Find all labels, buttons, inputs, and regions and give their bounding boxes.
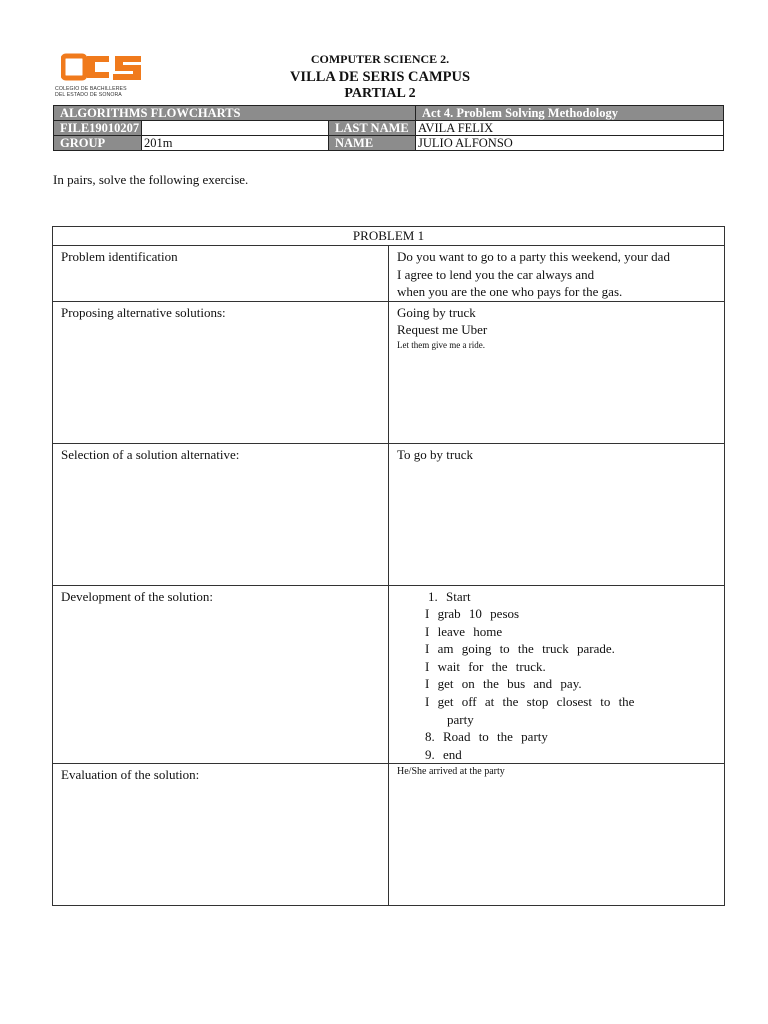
file-label: FILE19010207 — [54, 121, 142, 136]
development-answer — [389, 585, 725, 764]
identification-line: I agree to lend you the car always and — [397, 266, 595, 282]
identification-line: when you are the one who pays for the gas. — [397, 284, 623, 299]
evaluation-label: Evaluation of the solution: — [53, 764, 389, 906]
step-item: 1. Start — [428, 588, 471, 604]
selection-label: Selection of a solution alternative: — [53, 443, 389, 585]
partial-title: PARTIAL 2 — [344, 86, 416, 101]
identification-line: Do you want to go to a party this weekend, your dad — [397, 249, 670, 264]
group-value: 201m — [142, 136, 329, 151]
identification-answer — [389, 246, 725, 302]
step-item: I leave home — [425, 623, 503, 639]
development-steps — [397, 588, 724, 764]
course-title: COMPUTER SCIENCE 2. — [310, 52, 450, 66]
topic-cell: ALGORITHMS FLOWCHARTS — [54, 106, 416, 121]
problem-title: PROBLEM 1 — [53, 227, 725, 246]
step-item: I wait for the truck. — [425, 658, 546, 674]
name-label: NAME — [329, 136, 416, 151]
name-value: JULIO ALFONSO — [416, 136, 724, 151]
problem-table — [52, 226, 725, 906]
step-item: party — [447, 711, 474, 727]
campus-title: VILLA DE SERIS CAMPUS — [289, 69, 471, 85]
step-item: I grab 10 pesos — [425, 606, 520, 622]
alternatives-label: Proposing alternative solutions: — [53, 301, 389, 443]
step-item: I am going to the truck parade. — [425, 641, 615, 657]
development-label: Development of the solution: — [53, 585, 389, 764]
step-item: 8. Road to the party — [425, 729, 548, 745]
evaluation-text: He/She arrived at the party — [397, 766, 505, 778]
alternative-item: Going by truck — [397, 304, 476, 320]
file-value — [142, 121, 329, 136]
last-name-value: AVILA FELIX — [416, 121, 724, 136]
logo-line-1: COLEGIO DE BACHILLERES — [55, 86, 127, 92]
step-item: I get off at the stop closest to the — [425, 694, 635, 710]
logo-line-2: DEL ESTADO DE SONORA — [55, 92, 122, 98]
evaluation-answer — [389, 764, 725, 906]
selection-answer: To go by truck — [389, 443, 725, 585]
activity-cell: Act 4. Problem Solving Methodology — [416, 106, 724, 121]
student-info-table — [53, 105, 724, 151]
last-name-label: LAST NAME — [329, 121, 416, 136]
instructions-text: In pairs, solve the following exercise. — [53, 172, 249, 187]
alternatives-answer — [389, 301, 725, 443]
group-label: GROUP — [54, 136, 142, 151]
identification-label: Problem identification — [53, 246, 389, 302]
step-item: 9. end — [425, 746, 462, 762]
step-item: I get on the bus and pay. — [425, 676, 582, 692]
alternative-item: Request me Uber — [397, 322, 488, 337]
alternative-item-small: Let them give me a ride. — [397, 339, 485, 350]
